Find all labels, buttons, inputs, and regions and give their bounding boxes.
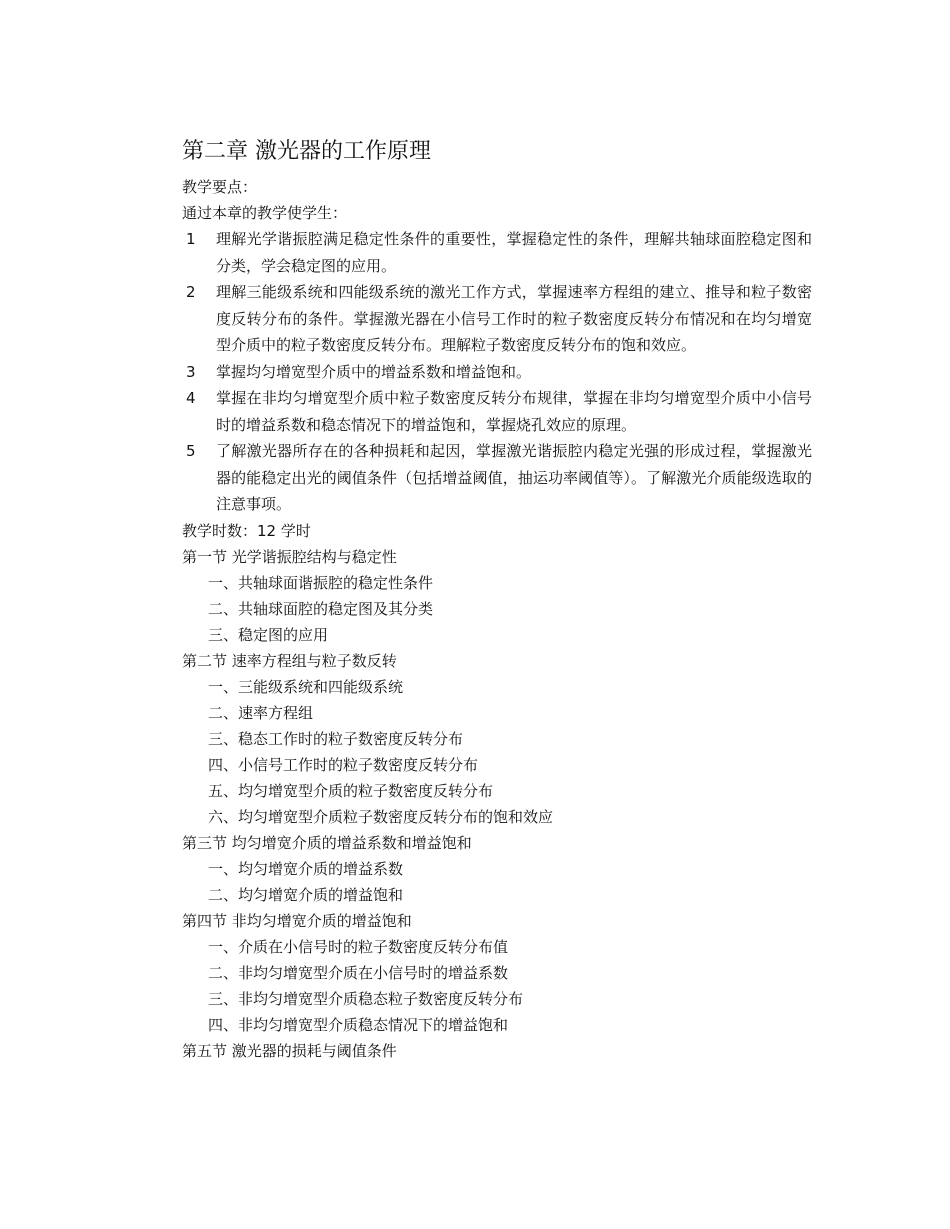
section-subitem: 三、稳定图的应用 — [208, 625, 329, 644]
section-subitem: 四、非均匀增宽型介质稳态情况下的增益饱和 — [208, 1015, 509, 1034]
section-subitem: 三、稳态工作时的粒子数密度反转分布 — [208, 729, 464, 748]
section-subitem: 一、三能级系统和四能级系统 — [208, 677, 404, 696]
objective-number: 5 — [186, 442, 196, 460]
objective-item — [182, 385, 812, 438]
section-subitem: 一、共轴球面谐振腔的稳定性条件 — [208, 573, 434, 592]
section-subitem: 六、均匀增宽型介质粒子数密度反转分布的饱和效应 — [208, 807, 554, 826]
section-subitem: 二、速率方程组 — [208, 703, 314, 722]
objective-item — [182, 438, 812, 518]
section-subitem: 二、均匀增宽介质的增益饱和 — [208, 885, 404, 904]
intro-text: 通过本章的教学使学生： — [182, 204, 348, 222]
objectives-list — [182, 226, 812, 518]
objective-text: 掌握在非均匀增宽型介质中粒子数密度反转分布规律，掌握在非均匀增宽型介质中小信号时的增益系数和稳态情况下的增益饱和，掌握烧孔效应的原理。 — [216, 389, 812, 434]
section-subitem: 一、均匀增宽介质的增益系数 — [208, 859, 404, 878]
objective-number: 3 — [186, 362, 196, 381]
objective-text: 了解激光器所存在的各种损耗和起因，掌握激光谐振腔内稳定光强的形成过程，掌握激光器的能稳定出光的阈值条件（包括增益阈值，抽运功率阈值等）。了解激光介质能级选取的注意事项。 — [216, 442, 812, 513]
teaching-points-label: 教学要点： — [182, 178, 258, 196]
section-heading: 第一节 光学谐振腔结构与稳定性 — [182, 547, 397, 566]
section-heading: 第二节 速率方程组与粒子数反转 — [182, 651, 397, 670]
section-heading: 第三节 均匀增宽介质的增益系数和增益饱和 — [182, 833, 472, 852]
objective-text: 掌握均匀增宽型介质中的增益系数和增益饱和。 — [216, 362, 532, 381]
objective-number: 2 — [186, 283, 196, 301]
section-subitem: 一、介质在小信号时的粒子数密度反转分布值 — [208, 937, 509, 956]
document-page — [182, 138, 812, 1064]
objective-number: 4 — [186, 389, 196, 407]
section-subitem: 二、共轴球面腔的稳定图及其分类 — [208, 599, 434, 618]
objective-text: 理解三能级系统和四能级系统的激光工作方式，掌握速率方程组的建立、推导和粒子数密度反转分布的条件。掌握激光器在小信号工作时的粒子数密度反转分布情况和在均匀增宽型介质中的粒子数密度反转分布。理解粒子数密度反转分布的饱和效应。 — [216, 283, 812, 354]
teaching-hours: 教学时数：12 学时 — [182, 521, 311, 540]
section-subitem: 五、均匀增宽型介质的粒子数密度反转分布 — [208, 781, 494, 800]
objective-number: 1 — [186, 230, 196, 248]
objective-item — [182, 226, 812, 279]
section-subitem: 四、小信号工作时的粒子数密度反转分布 — [208, 755, 479, 774]
section-subitem: 三、非均匀增宽型介质稳态粒子数密度反转分布 — [208, 989, 524, 1008]
objective-item — [182, 359, 812, 386]
objective-item — [182, 279, 812, 359]
section-heading: 第五节 激光器的损耗与阈值条件 — [182, 1041, 397, 1060]
chapter-title: 第二章 激光器的工作原理 — [182, 139, 431, 164]
section-heading: 第四节 非均匀增宽介质的增益饱和 — [182, 911, 412, 930]
objective-text: 理解光学谐振腔满足稳定性条件的重要性，掌握稳定性的条件，理解共轴球面腔稳定图和分类，学会稳定图的应用。 — [216, 230, 812, 275]
section-subitem: 二、非均匀增宽型介质在小信号时的增益系数 — [208, 963, 509, 982]
